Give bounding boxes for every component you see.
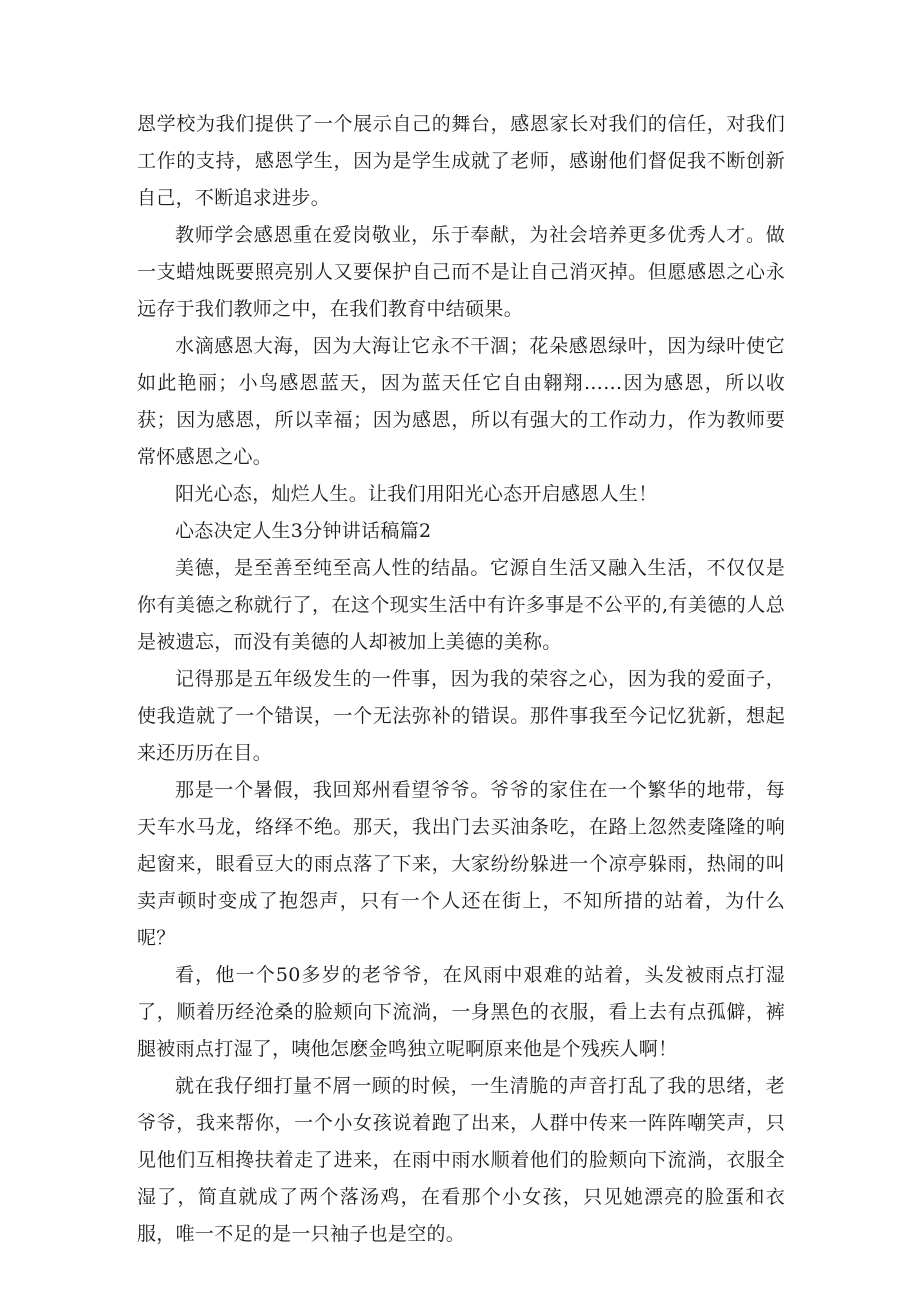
paragraph-6: 记得那是五年级发生的一件事，因为我的荣容之心，因为我的爱面子，使我造就了一个错误，一个无法弥补的错误。那件事我至今记忆犹新，想起来还历历在目。 <box>137 668 785 764</box>
paragraph-2: 教师学会感恩重在爱岗敬业，乐于奉献，为社会培养更多优秀人才。做一支蜡烛既要照亮别人又要保护自己而不是让自己消灭掉。但愿感恩之心永远存于我们教师之中，在我们教育中结硕果。 <box>137 224 785 320</box>
paragraph-4: 阳光心态，灿烂人生。让我们用阳光心态开启感恩人生！ <box>175 483 658 505</box>
section-heading: 心态决定人生3分钟讲话稿篇2 <box>175 520 432 542</box>
paragraph-3: 水滴感恩大海，因为大海让它永不干涸；花朵感恩绿叶，因为绿叶使它如此艳丽；小鸟感恩蓝天，因为蓝天任它自由翱翔……因为感恩，所以收获；因为感恩，所以幸福；因为感恩，所以有强大的工作动力，作为教师要常怀感恩之心。 <box>137 335 785 468</box>
paragraph-5: 美德，是至善至纯至高人性的结晶。它源自生活又融入生活，不仅仅是你有美德之称就行了，在这个现实生活中有许多事是不公平的,有美德的人总是被遗忘，而没有美德的人却被加上美德的美称。 <box>137 557 785 653</box>
paragraph-9: 就在我仔细打量不屑一顾的时候，一生清脆的声音打乱了我的思绪，老爷爷，我来帮你，一个小女孩说着跑了出来，人群中传来一阵阵嘲笑声，只见他们互相搀扶着走了进来，在雨中雨水顺着他们的脸颊向下流淌，衣服全湿了，简直就成了两个落汤鸡，在看那个小女孩，只见她漂亮的脸蛋和衣服，唯一不足的是一只袖子也是空的。 <box>137 1075 785 1245</box>
paragraph-8: 看，他一个50多岁的老爷爷，在风雨中艰难的站着，头发被雨点打湿了，顺着历经沧桑的脸颊向下流淌，一身黑色的衣服，看上去有点孤僻，裤腿被雨点打湿了，咦他怎麽金鸣独立呢啊原来他是个残疾人啊！ <box>137 964 785 1060</box>
paragraph-1: 恩学校为我们提供了一个展示自己的舞台，感恩家长对我们的信任，对我们工作的支持，感恩学生，因为是学生成就了老师，感谢他们督促我不断创新自己，不断追求进步。 <box>137 113 785 209</box>
paragraph-7: 那是一个暑假，我回郑州看望爷爷。爷爷的家住在一个繁华的地带，每天车水马龙，络绎不绝。那天，我出门去买油条吃，在路上忽然麦隆隆的响起窗来，眼看豆大的雨点落了下来，大家纷纷躲进一个凉亭躲雨，热闹的叫卖声顿时变成了抱怨声，只有一个人还在街上，不知所措的站着，为什么呢？ <box>137 779 785 949</box>
document-page <box>137 106 785 1253</box>
